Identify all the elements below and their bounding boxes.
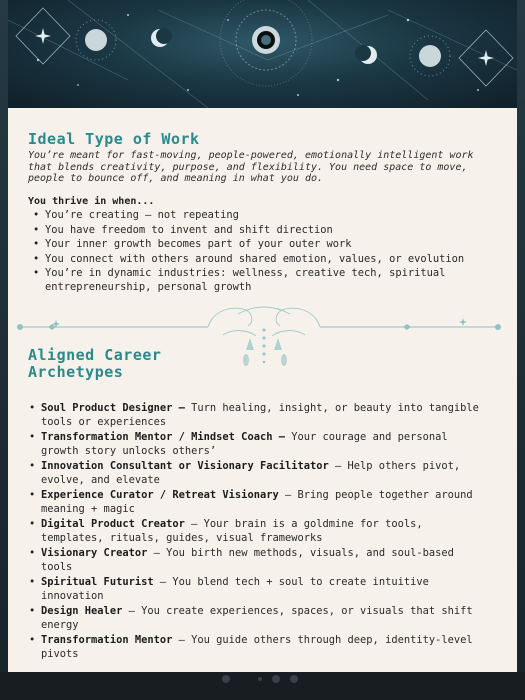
career-name: Experience Curator / Retreat Visionary bbox=[41, 489, 279, 501]
career-desc: – Bring people together around meaning + magic bbox=[41, 489, 473, 515]
list-item: • You have freedom to invent and shift direction bbox=[28, 224, 478, 238]
eclipse-icon bbox=[220, 0, 312, 86]
moon-right-icon bbox=[355, 45, 377, 64]
camera-dot bbox=[222, 675, 230, 683]
career-name: Transformation Mentor bbox=[41, 634, 173, 646]
list-item bbox=[24, 605, 479, 632]
list-item: • You connect with others around shared emotion, values, or evolution bbox=[28, 253, 478, 267]
career-desc: Your courage and personal growth story unlocks others’ bbox=[41, 431, 448, 457]
list-item bbox=[24, 489, 479, 516]
career-desc: – Your brain is a goldmine for tools, templates, rituals, guides, visual frameworks bbox=[41, 518, 423, 544]
list-item bbox=[24, 518, 479, 545]
list-item bbox=[24, 634, 479, 661]
list-item bbox=[24, 460, 479, 487]
planet-right-icon bbox=[419, 45, 441, 67]
career-desc: – Help others pivot, evolve, and elevate bbox=[41, 460, 461, 486]
career-desc: – You blend tech + soul to create intuitive innovation bbox=[41, 576, 429, 602]
section-title-careers bbox=[28, 347, 161, 381]
camera-dot bbox=[290, 675, 298, 683]
career-desc: Turn healing, insight, or beauty into tangible tools or experiences bbox=[41, 402, 479, 428]
celestial-header-art bbox=[8, 0, 517, 108]
section-title-ideal-work: Ideal Type of Work bbox=[28, 130, 200, 148]
sensor-dot bbox=[258, 677, 262, 681]
list-item bbox=[24, 547, 479, 574]
career-desc: – You guide others through deep, identity-level pivots bbox=[41, 634, 473, 660]
list-item: • Your inner growth becomes part of your outer work bbox=[28, 238, 478, 252]
career-name: Spiritual Futurist bbox=[41, 576, 154, 588]
career-desc: – You create experiences, spaces, or visuals that shift energy bbox=[41, 605, 473, 631]
camera-dot bbox=[272, 675, 280, 683]
career-list bbox=[24, 402, 479, 663]
careers-title-line1: Aligned Career bbox=[28, 346, 162, 364]
career-desc: – You birth new methods, visuals, and soul-based tools bbox=[41, 547, 454, 573]
thrive-heading: You thrive in when... bbox=[28, 196, 155, 207]
career-name: Innovation Consultant or Visionary Facilitator bbox=[41, 460, 329, 472]
celestial-header-svg bbox=[8, 0, 517, 108]
planet-left-icon bbox=[85, 29, 107, 51]
career-name: Transformation Mentor / Mindset Coach – bbox=[41, 431, 285, 443]
thrive-list bbox=[28, 209, 478, 295]
intro-paragraph: You’re meant for fast-moving, people-powered, emotionally intelligent work that blends creativity, purpose, and flexibility. You need space to move, people to bounce off, and meaning in what you do. bbox=[28, 150, 474, 184]
moon-icon bbox=[151, 28, 172, 47]
career-name: Soul Product Designer – bbox=[41, 402, 185, 414]
list-item bbox=[24, 431, 479, 458]
list-item: • You’re in dynamic industries: wellness, creative tech, spiritual entrepreneurship, personal growth bbox=[28, 267, 478, 294]
career-name: Design Healer bbox=[41, 605, 123, 617]
device-bottom-bar bbox=[0, 672, 525, 700]
career-name: Visionary Creator bbox=[41, 547, 148, 559]
list-item bbox=[24, 402, 479, 429]
careers-title-line2: Archetypes bbox=[28, 363, 124, 381]
list-item bbox=[24, 576, 479, 603]
career-name: Digital Product Creator bbox=[41, 518, 185, 530]
list-item: • You’re creating — not repeating bbox=[28, 209, 478, 223]
sparkle-icon bbox=[35, 28, 51, 44]
